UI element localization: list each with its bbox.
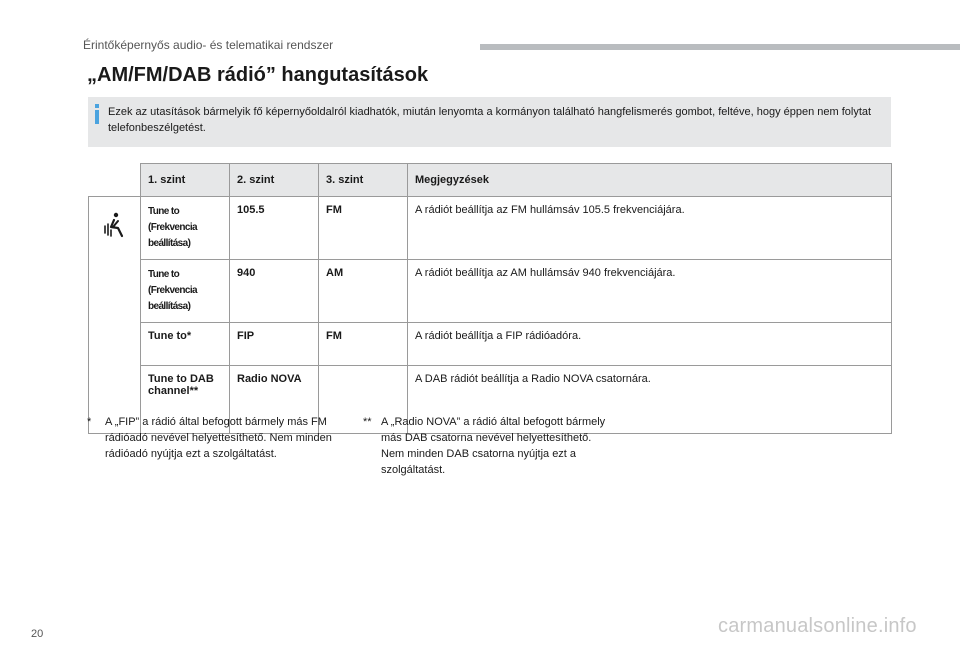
footnote-2-mark: ** [363, 416, 372, 428]
row2-level2: 940 [230, 260, 319, 323]
row1-level1: Tune to (Frekvencia beállítása) [141, 197, 230, 260]
footnote-2 [363, 414, 623, 480]
row4-level1: Tune to DAB channel** [141, 366, 230, 434]
row2-level3: AM [319, 260, 408, 323]
table-header-level1: 1. szint [141, 164, 230, 197]
info-icon [92, 104, 102, 124]
row4-level2: Radio NOVA [230, 366, 319, 434]
footnote-2-text: A „Radio NOVA” a rádió által befogott bármely más DAB csatorna nevével helyettesíthető. Nem minden DAB csatorna nyújtja ezt a szolgáltatást. [381, 416, 606, 476]
info-text: Ezek az utasítások bármelyik fő képernyőoldalról kiadhatók, miután lenyomta a kormányon található hangfelismerés gombot, feltéve, hogy éppen nem folytat telefonbeszélgetést. [108, 106, 872, 134]
table-header-notes: Megjegyzések [408, 164, 892, 197]
table-corner [89, 164, 141, 197]
row1-level2: 105.5 [230, 197, 319, 260]
row2-level1: Tune to (Frekvencia beállítása) [141, 260, 230, 323]
footnote-1-text: A „FIP” a rádió által befogott bármely más FM rádióadó nevével helyettesíthető. Nem minden rádióadó nyújtja ezt a szolgáltatást. [105, 416, 332, 460]
row1-note: A rádiót beállítja az FM hullámsáv 105.5 frekvenciájára. [408, 197, 892, 260]
page-number: 20 [31, 628, 44, 640]
row3-level1: Tune to* [141, 323, 230, 366]
voice-command-icon [102, 212, 128, 238]
header-title: Érintőképernyős audio- és telematikai rendszer [83, 38, 334, 52]
table-row [89, 260, 892, 323]
row3-note: A rádiót beállítja a FIP rádióadóra. [408, 323, 892, 366]
row2-note: A rádiót beállítja az AM hullámsáv 940 frekvenciájára. [408, 260, 892, 323]
watermark: carmanualsonline.info [718, 615, 917, 637]
row4-note: A DAB rádiót beállítja a Radio NOVA csatornára. [408, 366, 892, 434]
table-row [89, 323, 892, 366]
table-header-level2: 2. szint [230, 164, 319, 197]
table-header-level3: 3. szint [319, 164, 408, 197]
table-header-row [89, 164, 892, 197]
row1-level3: FM [319, 197, 408, 260]
row3-level2: FIP [230, 323, 319, 366]
header-bar [480, 44, 960, 50]
table-row [89, 197, 892, 260]
page-title: „AM/FM/DAB rádió” hangutasítások [87, 64, 429, 86]
footnote-1-mark: * [87, 416, 92, 428]
row3-level3: FM [319, 323, 408, 366]
icon-cell [89, 197, 141, 434]
commands-table [88, 163, 892, 434]
footnote-1 [87, 414, 347, 464]
